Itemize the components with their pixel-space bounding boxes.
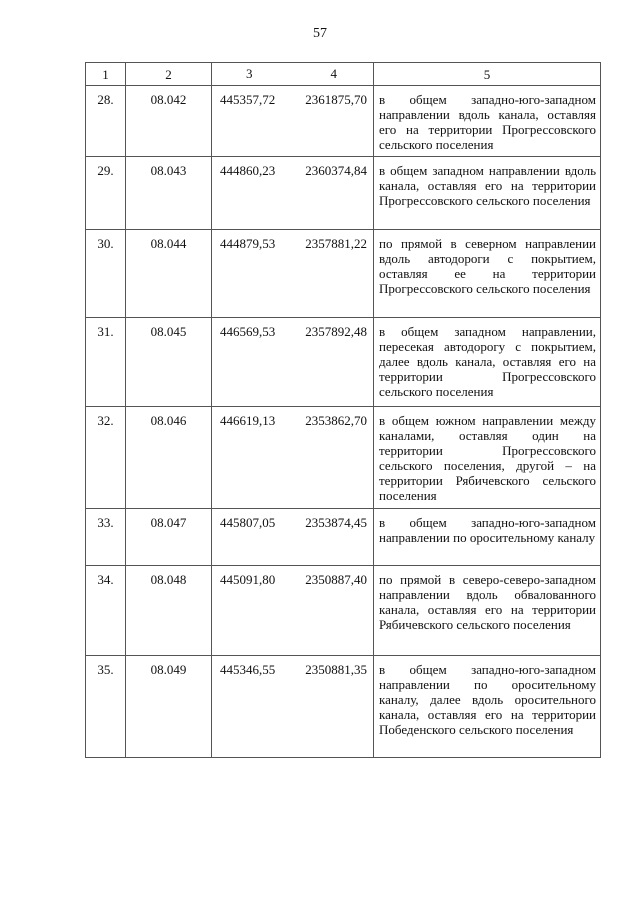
boundary-description: в общем западно-юго-западном направлении по оросительному каналу, далее вдоль оросительного канала, оставляя его на территории Победенского сельского поселения bbox=[374, 656, 601, 758]
table-row bbox=[86, 407, 601, 509]
boundary-description: в общем западном направлении, пересекая автодорогу с покрытием, далее вдоль канала, оставляя его на территории Прогрессовского сельского поселения bbox=[374, 318, 601, 407]
coordinate-x: 445357,72 bbox=[220, 92, 276, 107]
header-col-4: 4 bbox=[330, 66, 337, 81]
row-number: 30. bbox=[86, 230, 126, 318]
coordinate-x: 445346,55 bbox=[220, 662, 276, 677]
boundary-description: по прямой в северном направлении вдоль автодороги с покрытием, оставляя ее на территории Прогрессовского сельского поселения bbox=[374, 230, 601, 318]
header-col-3: 3 bbox=[246, 66, 253, 81]
point-code: 08.042 bbox=[126, 86, 212, 157]
page-number: 57 bbox=[313, 26, 327, 41]
table-row bbox=[86, 509, 601, 566]
coordinate-x: 445807,05 bbox=[220, 515, 276, 530]
row-number: 29. bbox=[86, 157, 126, 230]
boundary-description: по прямой в северо-северо-западном направлении вдоль обвалованного канала, оставляя его на территории Рябичевского сельского поселения bbox=[374, 566, 601, 656]
coordinate-x: 446569,53 bbox=[220, 324, 276, 339]
coordinate-y: 2350881,35 bbox=[305, 662, 367, 677]
header-col-2: 2 bbox=[126, 63, 212, 86]
coordinate-x: 444879,53 bbox=[220, 236, 276, 251]
point-code: 08.048 bbox=[126, 566, 212, 656]
coordinates-cell bbox=[212, 230, 374, 318]
table-row bbox=[86, 566, 601, 656]
coordinate-x: 445091,80 bbox=[220, 572, 276, 587]
header-col-1: 1 bbox=[86, 63, 126, 86]
coordinates-cell bbox=[212, 157, 374, 230]
header-col-5: 5 bbox=[374, 63, 601, 86]
coordinates-cell bbox=[212, 407, 374, 509]
point-code: 08.045 bbox=[126, 318, 212, 407]
row-number: 33. bbox=[86, 509, 126, 566]
coordinates-cell bbox=[212, 509, 374, 566]
table-row bbox=[86, 157, 601, 230]
row-number: 35. bbox=[86, 656, 126, 758]
row-number: 28. bbox=[86, 86, 126, 157]
row-number: 31. bbox=[86, 318, 126, 407]
point-code: 08.046 bbox=[126, 407, 212, 509]
coordinates-cell bbox=[212, 318, 374, 407]
header-col-3-4 bbox=[212, 63, 374, 86]
coordinate-x: 446619,13 bbox=[220, 413, 276, 428]
coordinate-y: 2350887,40 bbox=[305, 572, 367, 587]
row-number: 34. bbox=[86, 566, 126, 656]
coordinate-y: 2361875,70 bbox=[305, 92, 367, 107]
coordinate-y: 2357892,48 bbox=[305, 324, 367, 339]
coordinate-x: 444860,23 bbox=[220, 163, 276, 178]
boundary-description: в общем западно-юго-западном направлении по оросительному каналу bbox=[374, 509, 601, 566]
coordinate-y: 2353862,70 bbox=[305, 413, 367, 428]
coordinates-cell bbox=[212, 656, 374, 758]
table-row bbox=[86, 86, 601, 157]
coordinate-y: 2357881,22 bbox=[305, 236, 367, 251]
row-number: 32. bbox=[86, 407, 126, 509]
boundary-description: в общем южном направлении между каналами, оставляя один на территории Прогрессовского сельского поселения, другой – на территории Рябичевского сельского поселения bbox=[374, 407, 601, 509]
boundary-description: в общем западно-юго-западном направлении вдоль канала, оставляя его на территории Прогрессовского сельского поселения bbox=[374, 86, 601, 157]
point-code: 08.047 bbox=[126, 509, 212, 566]
boundary-description: в общем западном направлении вдоль канала, оставляя его на территории Прогрессовского сельского поселения bbox=[374, 157, 601, 230]
coordinate-y: 2360374,84 bbox=[305, 163, 367, 178]
coordinates-cell bbox=[212, 86, 374, 157]
coordinate-y: 2353874,45 bbox=[305, 515, 367, 530]
table-row bbox=[86, 230, 601, 318]
table-header-row bbox=[86, 63, 601, 86]
table-row bbox=[86, 656, 601, 758]
point-code: 08.044 bbox=[126, 230, 212, 318]
table-row bbox=[86, 318, 601, 407]
point-code: 08.043 bbox=[126, 157, 212, 230]
coordinates-cell bbox=[212, 566, 374, 656]
boundary-points-table bbox=[85, 62, 601, 758]
point-code: 08.049 bbox=[126, 656, 212, 758]
